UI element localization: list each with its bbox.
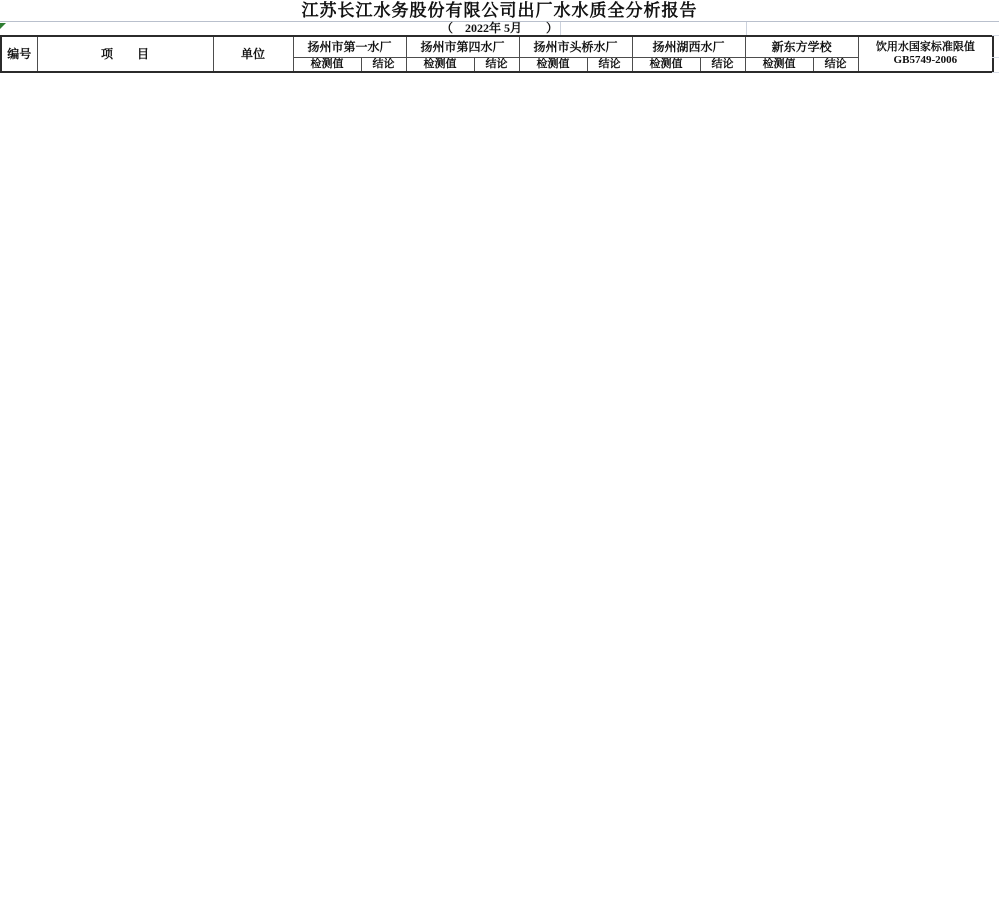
report-period-text: （ 2022年 5月 ） (440, 21, 558, 35)
report-title: 江苏长江水务股份有限公司出厂水水质全分析报告 (0, 0, 999, 22)
col-header-value-3[interactable]: 检测值 (519, 57, 587, 72)
report-period (0, 22, 999, 35)
gridline (746, 22, 747, 35)
col-header-item[interactable]: 项 目 (37, 36, 213, 72)
gridline (992, 72, 999, 73)
col-header-value-5[interactable]: 检测值 (745, 57, 813, 72)
col-header-plant-5[interactable]: 新东方学校 (745, 36, 858, 57)
gridline (560, 22, 561, 35)
col-header-value-2[interactable]: 检测值 (406, 57, 474, 72)
col-header-plant-3[interactable]: 扬州市头桥水厂 (519, 36, 632, 57)
col-header-value-4[interactable]: 检测值 (632, 57, 700, 72)
col-header-unit[interactable]: 单位 (213, 36, 293, 72)
col-header-conclusion-2[interactable]: 结论 (474, 57, 519, 72)
col-header-value-1[interactable]: 检测值 (293, 57, 361, 72)
col-header-conclusion-3[interactable]: 结论 (587, 57, 632, 72)
col-header-standard[interactable] (858, 36, 993, 72)
gridline (992, 35, 999, 36)
col-header-number[interactable]: 编号 (1, 36, 37, 72)
col-header-plant-4[interactable]: 扬州湖西水厂 (632, 36, 745, 57)
green-triangle-icon (0, 23, 6, 29)
standard-header-line2: GB5749-2006 (893, 54, 958, 66)
gridline (992, 57, 999, 58)
col-header-plant-1[interactable]: 扬州市第一水厂 (293, 36, 406, 57)
col-header-plant-2[interactable]: 扬州市第四水厂 (406, 36, 519, 57)
col-header-conclusion-5[interactable]: 结论 (813, 57, 858, 72)
water-quality-table (0, 35, 994, 73)
standard-header-line1: 饮用水国家标准限值 (875, 41, 975, 53)
col-header-conclusion-4[interactable]: 结论 (700, 57, 745, 72)
col-header-conclusion-1[interactable]: 结论 (361, 57, 406, 72)
